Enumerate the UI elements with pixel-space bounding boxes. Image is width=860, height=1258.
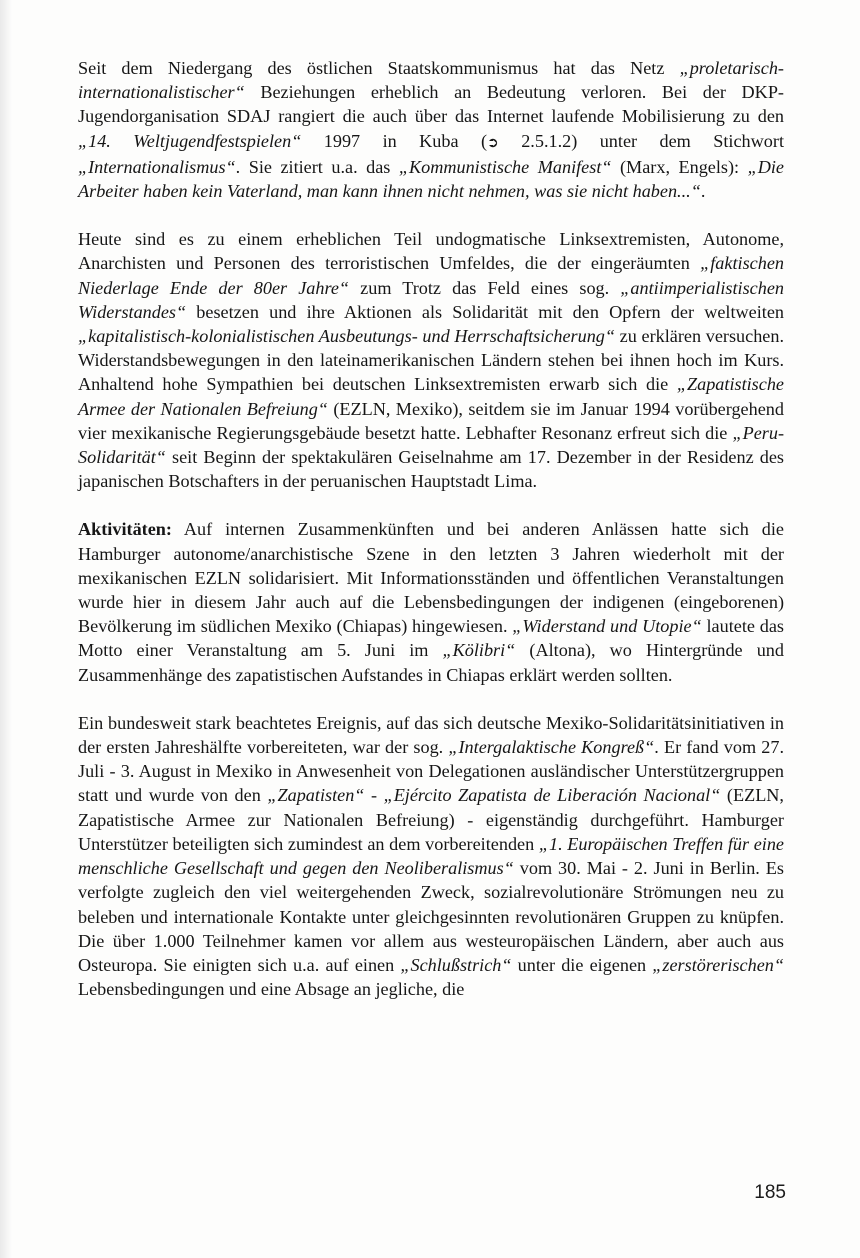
text-run: Lebensbedingungen und eine Absage an jegliche, die [78, 979, 465, 1000]
italic-quote: „proletarisch-internationalistischer“ [78, 58, 784, 103]
paragraph-intergalaktischer-kongress [78, 711, 784, 1001]
text-run: (Marx, Engels): [611, 156, 748, 177]
paragraph-linksextremisten [78, 227, 784, 493]
text-run: Ein bundesweit stark beachtetes Ereignis, auf das sich deutsche Mexiko-Solidaritätsinitiativen in der ersten Jahreshälfte vorbereiteten, war der sog. [78, 712, 784, 758]
italic-quote: „Zapatistische Armee der Nationalen Befreiung“ [78, 374, 784, 419]
text-run: 1997 in Kuba ( [301, 130, 488, 151]
text-run: (EZLN, Zapatistische Armee zur Nationalen Befreiung) - eigenständig durchgeführt. Hamburger Unterstützer beteiligten sich zumindest an dem vorbereitenden [78, 785, 784, 854]
text-run: Beziehungen erheblich an Bedeutung verloren. Bei der DKP-Jugendorganisation SDAJ rangiert die auch über das Internet laufende Mobilisierung zu den [78, 82, 784, 127]
paragraph-netz-beziehungen [78, 56, 784, 203]
italic-quote: „Kommunistische Manifest“ [398, 156, 612, 177]
italic-quote: „Schlußstrich“ [400, 954, 512, 975]
text-run: unter die eigenen [511, 954, 653, 975]
italic-quote: „Ejército Zapatista de Liberación Nacional“ [383, 785, 721, 806]
italic-quote: „14. Weltjugendfestspielen“ [78, 130, 302, 151]
text-run: seit Beginn der spektakulären Geiselnahme am 17. Dezember in der Residenz des japanischen Botschafters in der peruanischen Hauptstadt Lima. [78, 447, 784, 492]
paragraph-aktivitaeten [78, 517, 784, 686]
cross-reference-arrow-icon: ➲ [487, 134, 499, 151]
italic-quote: „kapitalistisch-kolonialistischen Ausbeutungs- und Herrschaftsicherung“ [78, 326, 616, 347]
text-run: (Altona), wo Hintergründe und Zusammenhänge des zapatistischen Aufstandes in Chiapas erklärt werden sollten. [78, 640, 784, 685]
text-run: Seit dem Niedergang des östlichen Staatskommunismus hat das Netz [78, 58, 680, 78]
text-run: - [364, 785, 384, 806]
italic-quote: „Zapatisten“ [267, 785, 365, 806]
italic-quote: „Widerstand und Utopie“ [512, 616, 702, 637]
body-text [78, 56, 784, 1025]
italic-quote: „zerstörerischen“ [652, 954, 784, 975]
italic-quote: „Peru-Solidarität“ [78, 422, 784, 468]
text-run: vom 30. Mai - 2. Juni in Berlin. Es verfolgte zugleich den viel weitergehenden Zweck, sozialrevolutionäre Strömungen neu zu beleben und internationale Kontakte unter gleichgesinnten revolutionären Gruppen zu knüpfen. Die über 1.000 Teilnehmer kamen vor allem aus westeuropäischen Ländern, aber auch aus Osteuropa. Sie einigten sich u.a. auf einen [78, 858, 784, 975]
text-run: zum Trotz das Feld eines sog. [349, 277, 621, 298]
text-run: lautete das Motto einer Veranstaltung am 5. Juni im [78, 616, 784, 661]
page-edge-shadow [0, 0, 12, 1258]
italic-quote: „Intergalaktische Kongreß“ [448, 737, 655, 758]
text-run: 2.5.1.2) unter dem Stichwort [498, 130, 784, 151]
italic-quote: „antiimperialistischen Widerstandes“ [78, 277, 784, 322]
italic-quote: „1. Europäischen Treffen für eine menschliche Gesellschaft und gegen den Neoliberalismus“ [78, 833, 784, 879]
text-run: zu erklären versuchen. Widerstandsbewegungen in den lateinamerikanischen Ländern stehen bei ihnen hoch im Kurs. Anhaltend hohe Sympathien bei deutschen Linksextremisten erwarb sich die [78, 326, 784, 395]
text-run: . [700, 181, 706, 202]
italic-quote: „faktischen Niederlage Ende der 80er Jahre“ [78, 253, 784, 298]
text-run: . Sie zitiert u.a. das [235, 156, 399, 177]
text-run: . Er fand vom 27. Juli - 3. August in Mexiko in Anwesenheit von Delegationen ausländischer Unterstützergruppen statt und wurde von den [78, 737, 784, 806]
italic-quote: „Die Arbeiter haben kein Vaterland, man kann ihnen nicht nehmen, was sie nicht haben...“ [78, 156, 784, 202]
text-run: Heute sind es zu einem erheblichen Teil undogmatische Linksextremisten, Autonome, Anarchisten und Personen des terroristischen Umfeldes, die der eingeräumten [78, 229, 784, 274]
text-run: Auf internen Zusammenkünften und bei anderen Anlässen hatte sich die Hamburger autonome/anarchistische Szene in den letzten 3 Jahren wiederholt mit der mexikanischen EZLN solidarisiert. Mit Informationsständen und öffentlichen Veranstaltungen wurde hier in diesem Jahr auch auf die Lebensbedingungen der indigenen (eingeborenen) Bevölkerung im südlichen Mexiko (Chiapas) hingewiesen. [78, 519, 784, 637]
text-run: (EZLN, Mexiko), seitdem sie im Januar 1994 vorübergehend vier mexikanische Regierungsgebäude besetzt hatte. Lebhafter Resonanz erfreut sich die [78, 398, 784, 443]
page-number: 185 [754, 1182, 786, 1203]
italic-quote: „Kölibri“ [442, 640, 516, 661]
text-run: besetzen und ihre Aktionen als Solidarität mit den Opfern der weltweiten [186, 301, 784, 322]
italic-quote: „Internationalismus“ [78, 156, 236, 177]
section-label: Aktivitäten: [78, 519, 172, 540]
